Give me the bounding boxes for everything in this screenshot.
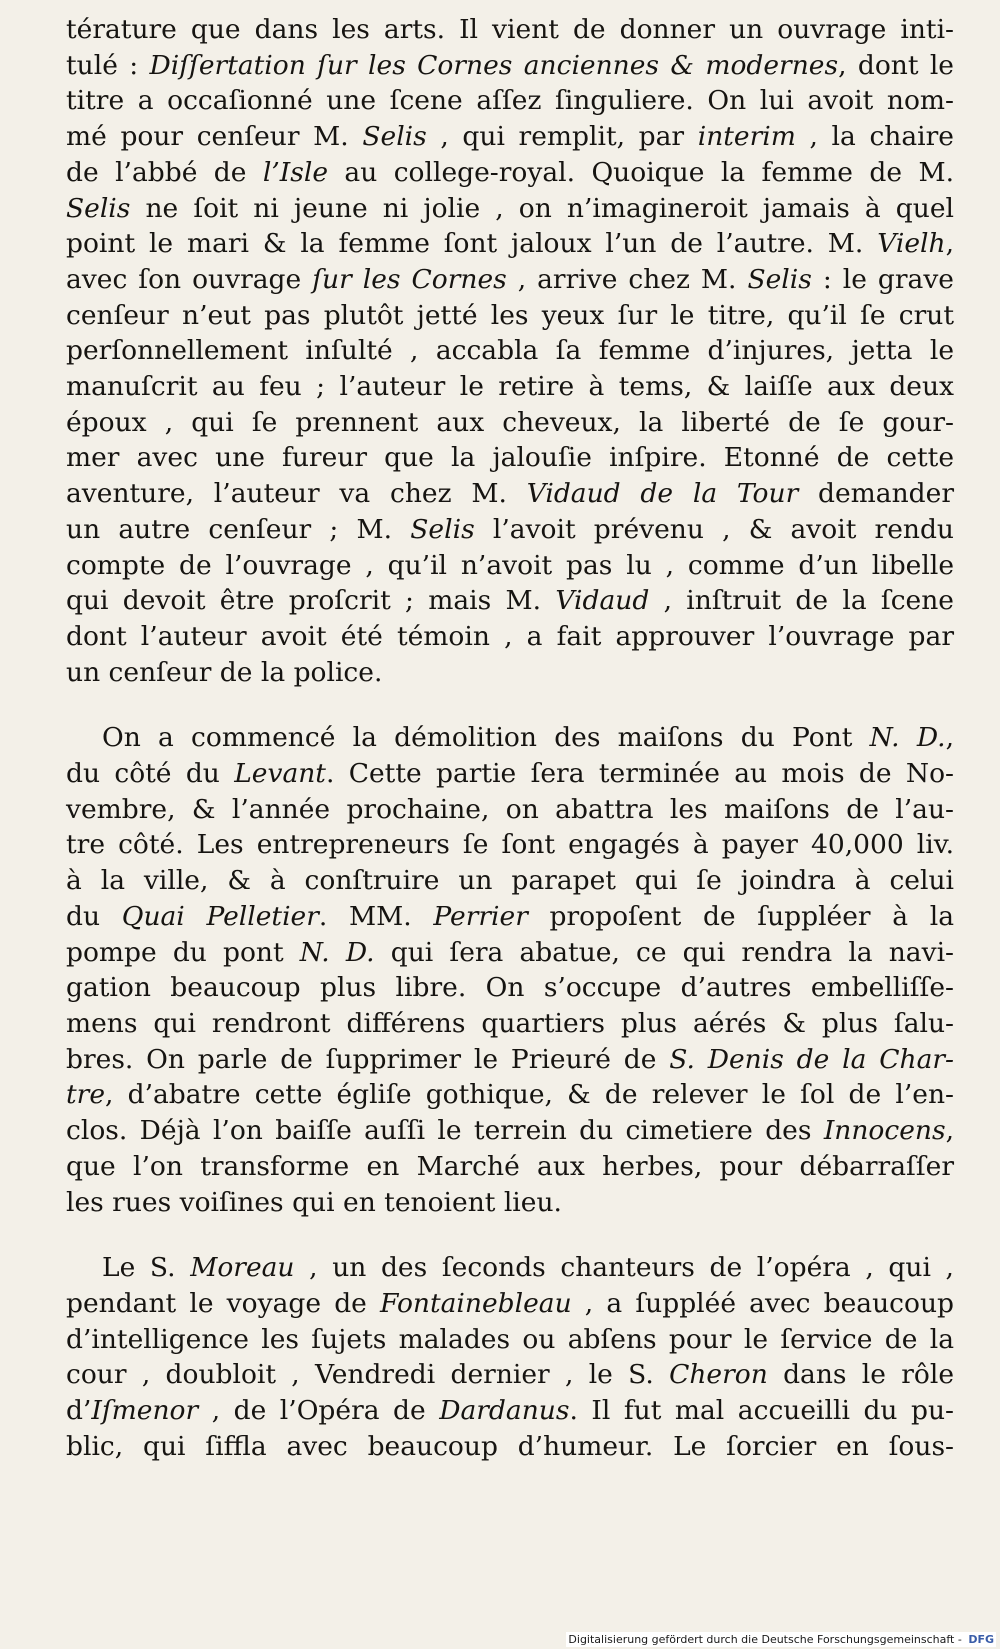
text-line: que l’on transforme en Marché aux herbes, pour débarraſſer — [66, 1150, 954, 1182]
paragraph-gap — [66, 1220, 954, 1250]
text-line: blic, qui ſiffla avec beaucoup d’humeur. Le ſorcier en ſous- — [66, 1430, 954, 1462]
text-line: d’Iſmenor , de l’Opéra de Dardanus. Il fut mal accueilli du pu- — [66, 1395, 954, 1427]
text-line: qui devoit être proſcrit ; mais M. Vidaud , inſtruit de la ſcene — [66, 585, 954, 617]
text-line: avec ſon ouvrage ſur les Cornes , arrive chez M. Selis : le grave — [66, 263, 954, 295]
text-line: dont l’auteur avoit été témoin , a fait approuver l’ouvrage par — [66, 620, 954, 652]
text-line: du Quai Pelletier. MM. Perrier propoſent de ſuppléer à la — [66, 900, 955, 932]
text-line: à la ville, & à conſtruire un parapet qui ſe joindra à celui — [66, 865, 954, 897]
text-line: point le mari & la femme ſont jaloux l’un de l’autre. M. Vielh, — [66, 228, 954, 260]
text-line: pendant le voyage de Fontainebleau , a ſuppléé avec beaucoup — [66, 1287, 954, 1319]
text-line: clos. Déjà l’on baiſſe auſſi le terrein du cimetiere des Innocens, — [66, 1115, 954, 1147]
text-line: de l’abbé de l’Isle au college-royal. Quoique la femme de M. — [66, 156, 954, 188]
text-line: titre a occaſionné une ſcene aſſez ſinguliere. On lui avoit nom- — [66, 85, 954, 117]
text-line: un cenſeur de la police. — [66, 656, 383, 688]
text-line: d’intelligence les ſujets malades ou abſens pour le ſervice de la — [66, 1323, 954, 1355]
paragraph-moreau-opera — [66, 1250, 954, 1464]
text-line: perſonnellement inſulté , accabla ſa femme d’injures, jetta le — [66, 335, 954, 367]
text-line: vembre, & l’année prochaine, on abattra les maiſons de l’au- — [66, 793, 954, 825]
page-body-text — [66, 12, 954, 1464]
text-line: pompe du pont N. D. qui ſera abatue, ce qui rendra la navi- — [66, 936, 954, 968]
credit-text: Digitalisierung gefördert durch die Deutsche Forschungsgemeinschaft - — [568, 1633, 962, 1646]
text-line: Selis ne ſoit ni jeune ni jolie , on n’imagineroit jamais à quel — [66, 192, 954, 224]
text-line: gation beaucoup plus libre. On s’occupe d’autres embelliſſe- — [66, 972, 954, 1004]
text-line: les rues voiſines qui en tenoient lieu. — [66, 1186, 562, 1218]
paragraph-dissertation-cornes — [66, 12, 954, 690]
text-line: tre, d’abatre cette égliſe gothique, & de relever le ſol de l’en- — [66, 1079, 954, 1111]
text-line: mé pour cenſeur M. Selis , qui remplit, par interim , la chaire — [66, 121, 954, 153]
text-line: mer avec une fureur que la jalouſie inſpire. Etonné de cette — [66, 442, 954, 474]
digitization-credit — [566, 1632, 996, 1647]
text-line: aventure, l’auteur va chez M. Vidaud de la Tour demander — [66, 478, 954, 510]
paragraph-gap — [66, 690, 954, 720]
text-line: un autre cenſeur ; M. Selis l’avoit prévenu , & avoit rendu — [66, 513, 955, 545]
text-line: compte de l’ouvrage , qu’il n’avoit pas lu , comme d’un libelle — [66, 549, 954, 581]
text-line: du côté du Levant. Cette partie ſera terminée au mois de No- — [66, 758, 954, 790]
text-line: époux , qui ſe prennent aux cheveux, la liberté de ſe gour- — [66, 406, 954, 438]
text-line: tulé : Diſſertation ſur les Cornes anciennes & modernes, dont le — [66, 49, 954, 81]
dfg-logo-icon: DFG — [968, 1633, 994, 1646]
text-line: On a commencé la démolition des maiſons du Pont N. D., — [102, 722, 954, 754]
text-line: Le S. Moreau , un des ſeconds chanteurs de l’opéra , qui , — [102, 1252, 954, 1284]
text-line: bres. On parle de ſupprimer le Prieuré de S. Denis de la Char- — [66, 1043, 954, 1075]
text-line: cenſeur n’eut pas plutôt jetté les yeux ſur le titre, qu’il ſe crut — [66, 299, 954, 331]
text-line: manuſcrit au feu ; l’auteur le retire à tems, & laiſſe aux deux — [66, 371, 954, 403]
text-line: tre côté. Les entrepreneurs ſe ſont engagés à payer 40,000 liv. — [66, 829, 954, 861]
text-line: térature que dans les arts. Il vient de donner un ouvrage inti- — [66, 14, 954, 45]
text-line: mens qui rendront différens quartiers plus aérés & plus ſalu- — [66, 1007, 954, 1039]
paragraph-pont-notre-dame — [66, 720, 954, 1220]
text-line: cour , doubloit , Vendredi dernier , le S. Cheron dans le rôle — [66, 1359, 954, 1391]
